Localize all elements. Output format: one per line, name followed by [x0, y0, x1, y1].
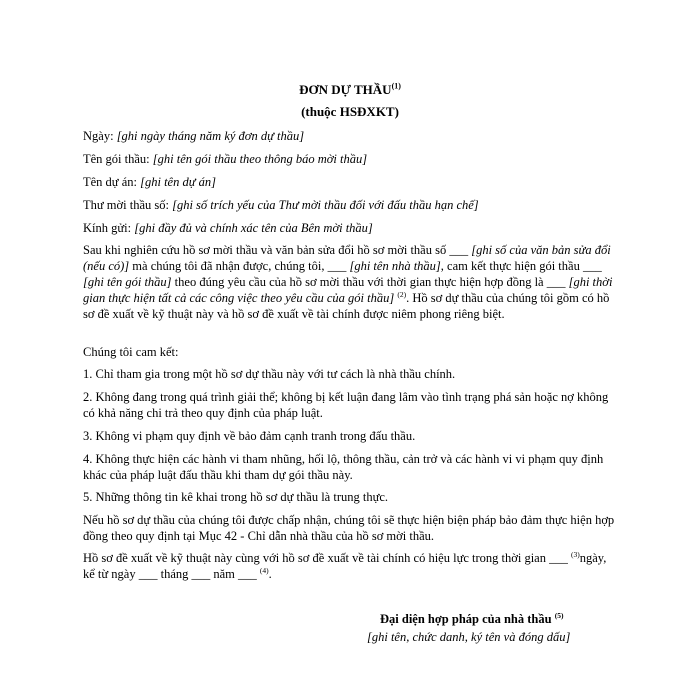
commitment-item: 1. Chỉ tham gia trong một hồ sơ dự thầu này với tư cách là nhà thầu chính. — [83, 367, 456, 381]
commitment-item: 4. Không thực hiện các hành vi tham nhũng, hối lộ, thông thầu, cản trở và các hành vi vi phạm quy định khác của pháp luật đấu thầu khi tham dự gói thầu này. — [83, 452, 604, 482]
commitment-item: 5. Những thông tin kê khai trong hồ sơ dự thầu là trung thực. — [83, 490, 389, 504]
document-title: ĐƠN DỰ THẦU$^{(1)}$ — [299, 81, 401, 97]
commitment-item: 3. Không vi phạm quy định về bảo đảm cạnh tranh trong đấu thầu. — [83, 429, 416, 443]
acceptance-paragraph: Nếu hồ sơ dự thầu của chúng tôi được chấp nhận, chúng tôi sẽ thực hiện biện pháp bảo đảm thực hiện hợp đồng theo quy định tại Mục 42 - Chỉ dẫn nhà thầu của hồ sơ mời thầu. — [83, 513, 615, 543]
project-line: Tên dự án: [ghi tên dự án] — [83, 175, 217, 189]
signature-instruction: [ghi tên, chức danh, ký tên và đóng dấu] — [367, 630, 571, 644]
signature-title: Đại diện hợp pháp của nhà thầu $^{(5)}$ — [380, 610, 564, 626]
date-line: Ngày: [ghi ngày tháng năm ký đơn dự thầu] — [83, 129, 305, 143]
intro-paragraph: Sau khi nghiên cứu hồ sơ mời thầu và văn bản sửa đổi hồ sơ mời thầu số ___ [ghi số của văn bản sửa đổi (nếu có)] mà chúng tôi đã nhận được, chúng tôi, ___ [ghi tên nhà thầu], cam kết thực hiện gói thầu ___ [ghi tên gói thầu] theo đúng yêu cầu của hồ sơ mời thầu với thời gian thực hiện hợp đồng là ___ [ghi thời gian thực hiện tất cả các công việc theo yêu cầu của gói thầu] $^{(2)}$. Hồ sơ dự thầu của chúng tôi gồm có hồ sơ đề xuất về kỹ thuật này và hồ sơ đề xuất về tài chính được niêm phong riêng biệt. — [83, 243, 613, 321]
commitments-heading: Chúng tôi cam kết: — [83, 345, 179, 359]
validity-paragraph: Hồ sơ đề xuất về kỹ thuật này cùng với hồ sơ đề xuất về tài chính có hiệu lực trong thời gian ___ $^{(3)}$ngày, kể từ ngày ___ tháng ___ năm ___ $^{(4)}$. — [83, 549, 607, 581]
invitation-line: Thư mời thầu số: [ghi số trích yếu của Thư mời thầu đối với đấu thầu hạn chế] — [83, 198, 479, 212]
document-subtitle: (thuộc HSĐXKT) — [301, 104, 399, 119]
package-line: Tên gói thầu: [ghi tên gói thầu theo thông báo mời thầu] — [83, 152, 368, 166]
commitment-item: 2. Không đang trong quá trình giải thể; không bị kết luận đang lâm vào tình trạng phá sản hoặc nợ không có khả năng chi trả theo quy định của pháp luật. — [83, 390, 609, 420]
recipient-line: Kính gửi: [ghi đầy đủ và chính xác tên của Bên mời thầu] — [83, 221, 373, 235]
